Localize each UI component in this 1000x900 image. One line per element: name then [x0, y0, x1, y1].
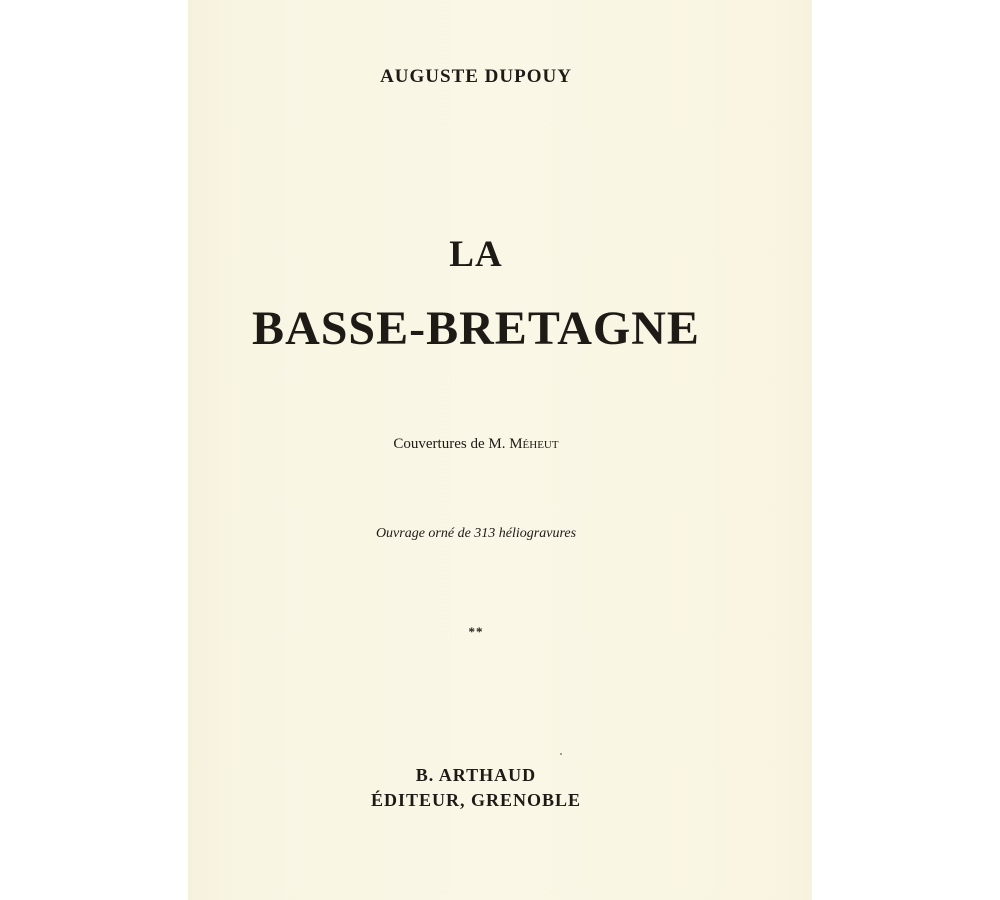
title-page — [188, 0, 812, 900]
title-article: LA — [449, 234, 503, 275]
covers-credit-line — [188, 436, 764, 453]
paper-speck — [560, 753, 562, 755]
illustrations-note: Ouvrage orné de 313 héliogravures — [375, 526, 577, 541]
author-name: AUGUSTE DUPOUY — [380, 66, 572, 87]
publisher-place: ÉDITEUR, GRENOBLE — [370, 790, 582, 810]
book-title: BASSE-BRETAGNE — [252, 302, 700, 355]
covers-credit: Couvertures de M. — [393, 436, 506, 452]
covers-artist: Méheut — [509, 436, 559, 452]
publisher-name: B. ARTHAUD — [415, 765, 537, 785]
volume-mark: ** — [468, 624, 484, 639]
